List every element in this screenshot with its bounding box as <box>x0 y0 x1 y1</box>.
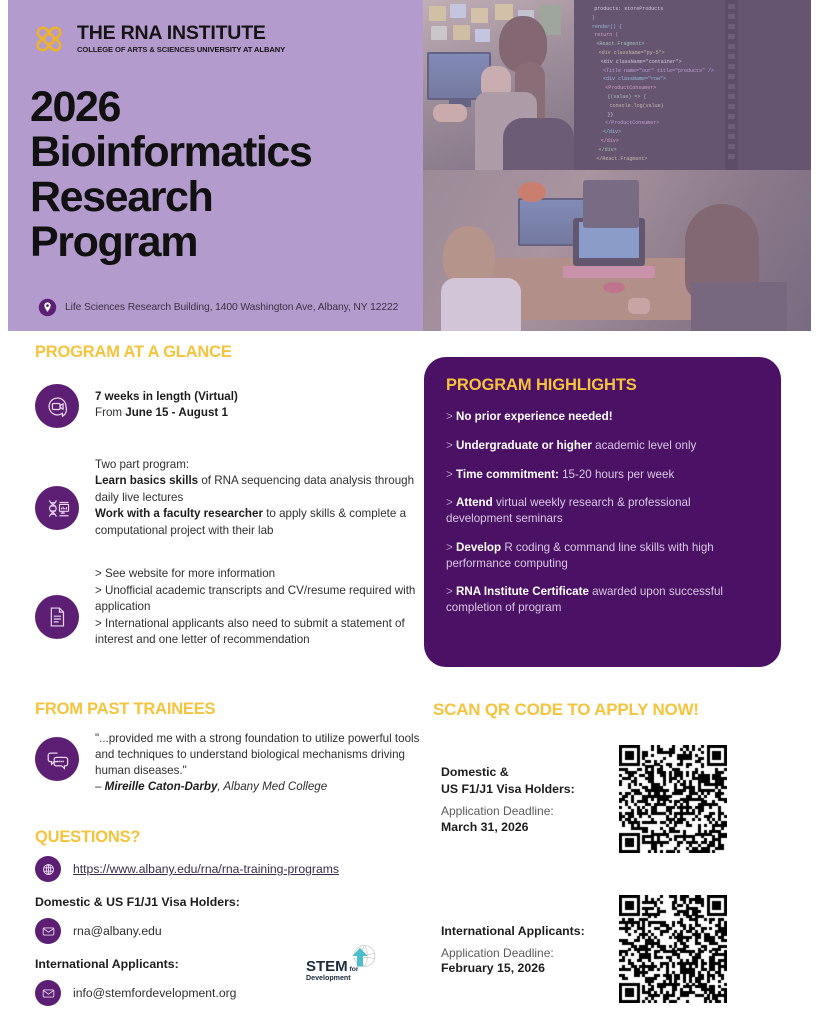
domestic-contact-label: Domestic & US F1/J1 Visa Holders: <box>35 895 240 909</box>
past-trainees-section <box>35 700 425 793</box>
speech-bubbles-icon <box>35 737 79 781</box>
questions-heading: QUESTIONS? <box>35 828 141 846</box>
qr-block-international <box>441 895 811 1003</box>
highlight-item: > Undergraduate or higher academic level only <box>446 438 697 452</box>
highlight-item: > Develop R coding & command line skills with high performance computing <box>446 540 714 570</box>
document-icon <box>35 595 79 639</box>
qr-apply-section <box>433 700 813 976</box>
photo-collage <box>423 0 811 331</box>
code-editor-photo: products: storeProducts } render() { return ( <React.Fragment> <div className="py-5"> <div className="container"> <Title name="our" title="products" /> <div className="row"> <ProductConsumer> {(value) => { console.log(value) }} </ProductConsumer> </div> </div> </div> </React.Fragment> <box>574 0 811 170</box>
website-link[interactable]: https://www.albany.edu/rna/rna-training-programs <box>73 862 339 876</box>
dna-computer-icon <box>35 486 79 530</box>
title-line-3: Research <box>30 173 213 222</box>
stem-logo-for: for <box>349 966 359 973</box>
page-title <box>30 85 405 266</box>
location-text: Life Sciences Research Building, 1400 Washington Ave, Albany, NY 12222 <box>65 302 399 313</box>
structure-rest-2: to apply skills & complete a computational project with their lab <box>95 507 407 537</box>
qr-block-domestic <box>441 745 811 853</box>
glance-item-structure <box>35 456 420 539</box>
highlight-item: > Attend virtual weekly research & professional development seminars <box>446 496 691 526</box>
location-line <box>38 298 398 317</box>
requirement-1: > See website for more information <box>95 567 276 581</box>
domestic-email-row[interactable] <box>35 918 430 944</box>
testimonial-quote: "...provided me with a strong foundation to utilize powerful tools and techniques to understand biological mechanisms driving human diseases." <box>95 732 420 777</box>
glance-heading: PROGRAM AT A GLANCE <box>35 343 232 361</box>
hero-panel <box>8 0 423 331</box>
structure-intro: Two part program: <box>95 458 190 471</box>
date-bold: June 15 - August 1 <box>125 406 228 420</box>
requirement-3: > International applicants also need to submit a statement of interest and one letter of recommendation <box>95 616 405 647</box>
title-line-1: 2026 <box>30 83 121 131</box>
qr-code-domestic-icon[interactable] <box>619 745 727 853</box>
structure-rest-1: of RNA sequencing data analysis through daily live lectures <box>95 474 415 504</box>
qr-international-deadline-label: Application Deadline: <box>441 945 554 960</box>
qr-international-deadline-date: February 15, 2026 <box>441 961 545 976</box>
highlights-heading: PROGRAM HIGHLIGHTS <box>446 376 637 394</box>
highlight-item: > RNA Institute Certificate awarded upon successful completion of program <box>446 585 723 615</box>
envelope-icon <box>35 918 61 944</box>
map-pin-icon <box>38 298 57 317</box>
title-line-4: Program <box>30 218 198 267</box>
video-chat-icon <box>35 384 79 428</box>
qr-domestic-title: Domestic & US F1/J1 Visa Holders: <box>441 765 575 796</box>
logo-title: THE RNA INSTITUTE <box>77 22 266 45</box>
qr-domestic-deadline-label: Application Deadline: <box>441 803 554 818</box>
researchers-at-lab-bench-photo <box>423 170 811 331</box>
rna-knot-logo-icon <box>30 20 68 58</box>
trainees-heading: FROM PAST TRAINEES <box>35 700 216 718</box>
highlight-item: > Time commitment: 15-20 hours per week <box>446 467 675 481</box>
website-row[interactable] <box>35 856 430 882</box>
institute-logo <box>30 20 405 58</box>
structure-bold-1: Learn basics skills <box>95 474 199 488</box>
stem-logo-main: STEM <box>306 958 348 975</box>
glance-item-duration-text <box>95 388 238 422</box>
qr-heading: SCAN QR CODE TO APPLY NOW! <box>433 700 699 719</box>
program-at-a-glance-section <box>35 343 420 665</box>
stem-for-development-logo-icon <box>303 944 387 986</box>
testimonial-attribution: – Mireille Caton-Darby, Albany Med College <box>95 779 328 793</box>
glance-item-duration <box>35 388 420 428</box>
envelope-icon <box>35 980 61 1006</box>
glance-item-structure-text <box>95 456 420 539</box>
glance-item-requirements <box>35 565 420 648</box>
qr-code-international-icon[interactable] <box>619 895 727 1003</box>
international-contact-label: International Applicants: <box>35 957 179 971</box>
qr-domestic-deadline-date: March 31, 2026 <box>441 819 529 834</box>
globe-icon <box>35 856 61 882</box>
duration-bold: 7 weeks in length (Virtual) <box>95 390 238 403</box>
stem-logo-sub: Development <box>306 974 351 982</box>
logo-subtitle: COLLEGE OF ARTS & SCIENCES UNIVERSITY AT ALBANY <box>77 45 286 55</box>
date-prefix: From <box>95 406 126 420</box>
domestic-email[interactable]: rna@albany.edu <box>73 924 162 938</box>
students-at-computers-photo <box>423 0 574 170</box>
highlight-item: > No prior experience needed! <box>446 410 613 423</box>
international-email[interactable]: info@stemfordevelopment.org <box>73 986 237 1000</box>
structure-bold-2: Work with a faculty researcher <box>95 507 263 521</box>
title-line-2: Bioinformatics <box>30 128 312 177</box>
requirement-2: > Unofficial academic transcripts and CV/resume required with application <box>95 583 416 614</box>
qr-international-title: International Applicants: <box>441 923 585 938</box>
testimonial <box>35 731 425 793</box>
program-highlights-box <box>424 357 781 667</box>
glance-item-requirements-text <box>95 565 420 648</box>
